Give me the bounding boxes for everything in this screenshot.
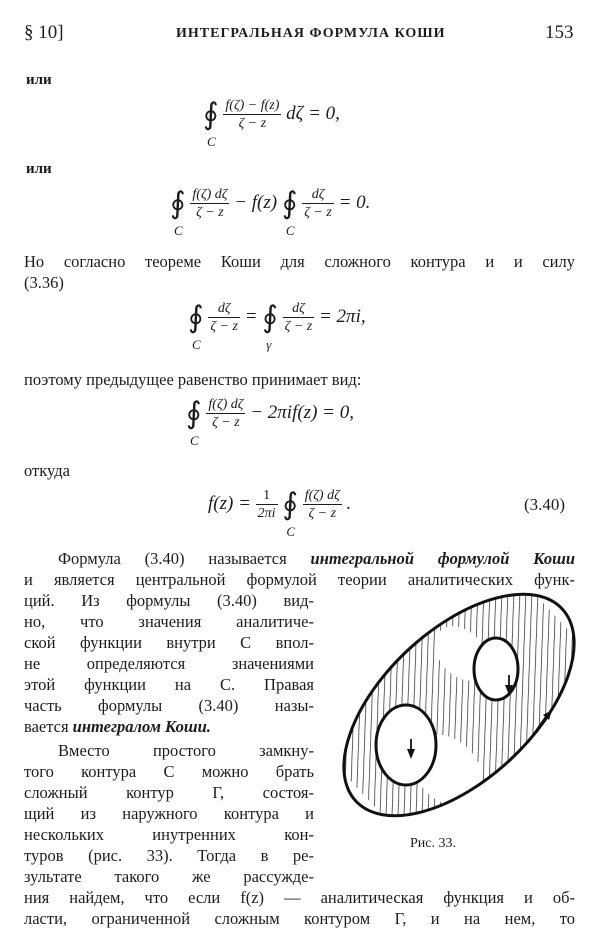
denominator: 2πi: [257, 506, 276, 521]
fraction: [223, 97, 281, 132]
numerator: dζ: [302, 186, 334, 204]
column-line: ций. Из формулы (3.40) вид-: [24, 591, 314, 610]
column-line: не определяются значениями: [24, 654, 314, 673]
fraction: [283, 300, 315, 335]
inner-contour-2: [474, 638, 518, 700]
contour-integral-sign: ∮ C: [282, 487, 298, 539]
contour-integral-sign: ∮ C: [186, 396, 202, 448]
running-title: ИНТЕГРАЛЬНАЯ ФОРМУЛА КОШИ: [176, 26, 446, 41]
denominator: ζ − z: [196, 205, 224, 220]
equation-lhs: f(z) =: [208, 492, 251, 514]
numerator: f(ζ) dζ: [304, 488, 340, 503]
column-line: того контура C можно брать: [24, 762, 314, 781]
inner-contour-1: [376, 705, 436, 785]
column-line: ской функции внутри C впол-: [24, 633, 314, 652]
equation-4: [186, 396, 354, 448]
equation-1: [203, 97, 340, 149]
fraction: [302, 186, 334, 221]
column-line: зультате такого же рассужде-: [24, 867, 314, 886]
contour-label: C: [174, 222, 183, 238]
word-or-2: или: [26, 161, 52, 177]
contour-integral-sign: ∮ C: [170, 186, 186, 238]
equation-tail: .: [346, 492, 352, 514]
text-run: вается: [24, 717, 73, 736]
numerator: dζ: [283, 300, 315, 318]
equation-middle: − f(z): [234, 191, 278, 213]
text-cauchy-line-1: Но согласно теореме Коши для сложного контура и и силу: [24, 252, 575, 271]
denominator: ζ − z: [304, 205, 332, 220]
denominator: ζ − z: [212, 415, 240, 430]
column-line: но, что значения аналитиче-: [24, 612, 314, 631]
numerator: 1: [256, 487, 278, 505]
denominator: ζ − z: [238, 116, 267, 131]
text-cauchy-line-2: (3.36): [24, 273, 64, 292]
text-run: Формула (3.40) называется: [58, 549, 311, 568]
contour-label: C: [286, 523, 295, 539]
column-line: [24, 716, 211, 737]
paragraph-line: ласти, ограниченной сложным контуром Г, и на нем, то: [24, 909, 575, 928]
contour-integral-sign: ∮ C: [203, 97, 219, 149]
fraction: [303, 487, 342, 522]
column-line: нескольких инутренних кон-: [24, 825, 314, 844]
numerator: dζ: [208, 300, 240, 318]
contour-label: C: [190, 432, 199, 448]
text-whence: откуда: [24, 461, 70, 480]
paragraph-line: ния найдем, что если f(z) — аналитическая функция и об-: [24, 888, 575, 907]
equation-tail: − 2πif(z) = 0,: [250, 401, 354, 423]
column-line: сложный контур Г, состоя-: [24, 783, 314, 802]
figure-caption: Рис. 33.: [410, 836, 456, 851]
paragraph-line: [58, 548, 575, 569]
denominator: ζ − z: [210, 319, 238, 334]
contour-label: γ: [266, 336, 272, 352]
equation-tail: = 0.: [338, 191, 371, 213]
column-line: Вместо простого замкну-: [58, 741, 314, 760]
numerator: f(ζ) − f(z): [225, 98, 280, 113]
denominator: ζ − z: [308, 506, 337, 521]
column-line: туров (рис. 33). Тогда в ре-: [24, 846, 314, 865]
denominator: ζ − z: [284, 319, 313, 334]
emphasis-term: интегральной формулой Коши: [310, 549, 575, 568]
fraction: [190, 186, 229, 221]
fraction: [208, 300, 240, 335]
emphasis-term: интегралом Коши.: [72, 717, 211, 736]
column-line: этой функции на C. Правая: [24, 675, 314, 694]
equation-tail: dζ = 0,: [286, 102, 340, 124]
contour-label: C: [285, 222, 295, 238]
contour-label: C: [192, 336, 201, 352]
contour-integral-sign: ∮ C: [281, 186, 298, 238]
contour-integral-sign: ∮ γ: [262, 300, 278, 352]
equation-3: [188, 300, 366, 352]
section-marker: § 10]: [24, 22, 64, 43]
paragraph-line: и является центральной формулой теории аналитических функ-: [24, 570, 575, 589]
fraction: [256, 487, 278, 522]
equation-number: (3.40): [524, 495, 566, 514]
column-line: щий из наружного контура и: [24, 804, 314, 823]
contour-label: C: [207, 133, 216, 149]
equation-2: [170, 186, 371, 238]
page-number: 153: [545, 22, 574, 43]
text-therefore: поэтому предыдущее равенство принимает вид:: [24, 370, 362, 389]
column-line: часть формулы (3.40) назы-: [24, 696, 314, 715]
numerator: f(ζ) dζ: [208, 397, 244, 412]
word-or-1: или: [26, 72, 52, 88]
figure-33: [328, 585, 590, 835]
fraction: [206, 396, 245, 431]
equation-3-40: [208, 487, 352, 539]
numerator: f(ζ) dζ: [192, 187, 228, 202]
equation-tail: = 2πi,: [318, 305, 366, 327]
equals-sign: =: [244, 305, 258, 327]
contour-integral-sign: ∮ C: [188, 300, 204, 352]
